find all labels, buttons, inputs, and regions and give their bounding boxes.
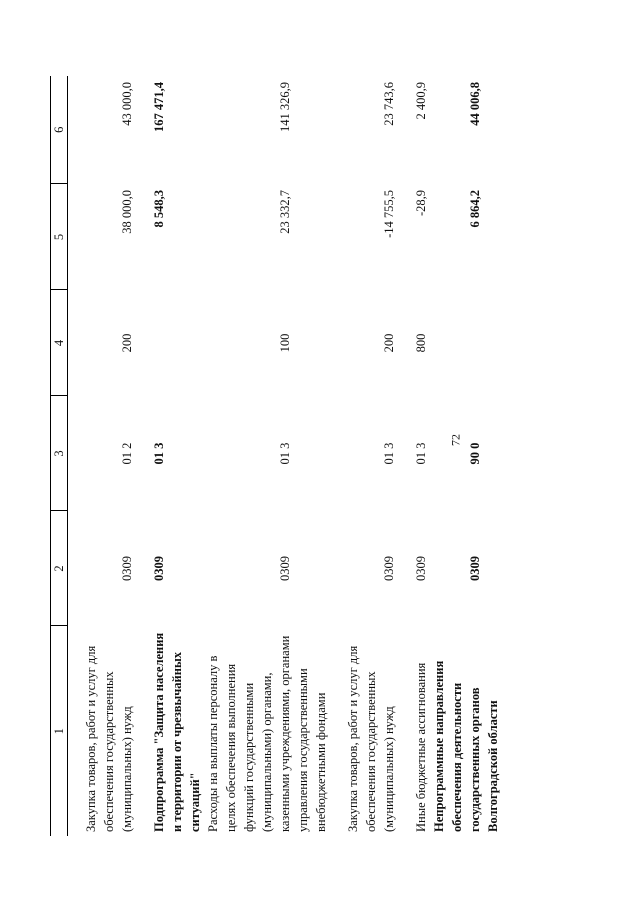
- table-row: [150, 76, 204, 836]
- section-code: 0309: [278, 556, 292, 581]
- column-header-4: 4: [51, 290, 68, 396]
- row-name: Расходы на выплаты персоналу в целях обеспечения выполнения функций государственными (муниципальными) органами, казенными учреждениями, органами управления государственными внебюджетными фондами: [206, 635, 328, 832]
- program-code: 90 0: [468, 442, 482, 465]
- change-amount: 23 332,7: [278, 190, 292, 234]
- section-code: 0309: [120, 556, 134, 581]
- total-amount: 167 471,4: [152, 82, 166, 132]
- page-number: 72: [448, 434, 463, 446]
- change-amount: 8 548,3: [152, 190, 166, 228]
- row-name: Закупка товаров, работ и услуг для обеспечения государственных (муниципальных) нужд: [84, 645, 134, 832]
- header-row: [51, 76, 68, 836]
- program-code: 01 3: [152, 442, 166, 465]
- table-row: [344, 76, 398, 836]
- expense-type-code: 200: [382, 333, 396, 353]
- column-header-2: 2: [51, 511, 68, 626]
- section-code: 0309: [468, 556, 482, 581]
- table-row: [204, 76, 330, 836]
- expense-type-code: 100: [278, 333, 292, 353]
- expense-type-code: [150, 290, 204, 396]
- total-amount: 44 006,8: [468, 82, 482, 126]
- expense-type-code: 200: [120, 333, 134, 353]
- column-header-3: 3: [51, 396, 68, 511]
- change-amount: -28,9: [414, 190, 428, 217]
- spacer-row: [398, 76, 412, 836]
- total-amount: 43 000,0: [120, 82, 134, 126]
- total-amount: 2 400,9: [414, 82, 428, 120]
- spacer-row: [330, 76, 344, 836]
- change-amount: 38 000,0: [120, 190, 134, 234]
- program-code: 01 3: [414, 442, 428, 465]
- row-name: Иные бюджетные ассигнования: [414, 662, 428, 832]
- table-row: [430, 76, 502, 836]
- total-amount: 23 743,6: [382, 82, 396, 126]
- spacer-row: [136, 76, 150, 836]
- column-header-6: 6: [51, 76, 68, 184]
- section-code: 0309: [382, 556, 396, 581]
- column-header-1: 1: [51, 626, 68, 836]
- column-header-5: 5: [51, 184, 68, 290]
- change-amount: 6 864,2: [468, 190, 482, 228]
- program-code: 01 2: [120, 442, 134, 465]
- program-code: 01 3: [278, 442, 292, 465]
- program-code: 01 3: [382, 442, 396, 465]
- budget-table: [50, 76, 502, 836]
- change-amount: -14 755,5: [382, 190, 396, 238]
- section-code: 0309: [152, 556, 166, 581]
- spacer-row: [68, 76, 83, 836]
- table-row: [82, 76, 136, 836]
- total-amount: 141 326,9: [278, 82, 292, 132]
- row-name: Непрограммные направления обеспечения деятельности государственных органов Волгоградской области: [432, 660, 500, 832]
- rotated-page-content: [50, 76, 570, 836]
- row-name: Закупка товаров, работ и услуг для обеспечения государственных (муниципальных) нужд: [346, 645, 396, 832]
- section-code: 0309: [414, 556, 428, 581]
- row-name: Подпрограмма "Защита населения и территории от чрезвычайных ситуаций": [152, 632, 202, 832]
- table-row: [412, 76, 430, 836]
- expense-type-code: 800: [414, 333, 428, 353]
- expense-type-code: [430, 290, 502, 396]
